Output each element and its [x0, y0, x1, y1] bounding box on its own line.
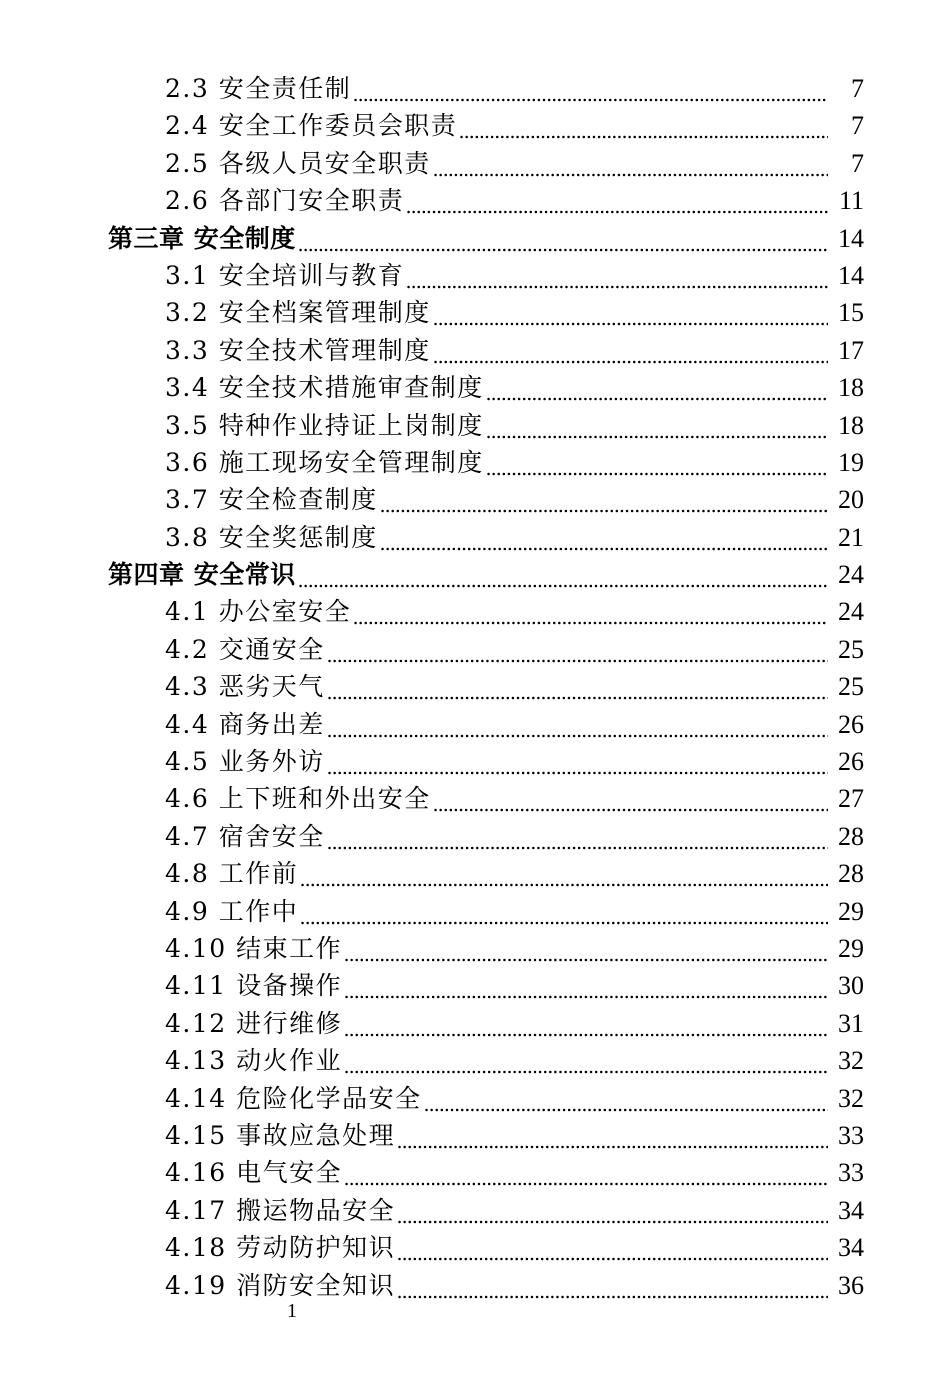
toc-section-entry[interactable] [0, 1080, 950, 1117]
dot-leader [433, 145, 828, 182]
dot-leader [459, 107, 828, 144]
toc-entry-label: 4.10 结束工作 [165, 933, 343, 963]
toc-page-number: 21 [838, 522, 864, 552]
dot-leader [344, 1042, 828, 1079]
toc-entry-label: 4.17 搬运物品安全 [165, 1195, 396, 1225]
toc-entry-label: 3.1 安全培训与教育 [165, 260, 405, 290]
toc-section-entry[interactable] [0, 332, 950, 369]
toc-section-entry[interactable] [0, 107, 950, 144]
dot-leader [424, 1080, 828, 1117]
toc-entry-label: 3.4 安全技术措施审查制度 [165, 373, 484, 403]
dot-leader [397, 1192, 828, 1229]
toc-page-number: 26 [838, 747, 864, 777]
toc-entry-label: 4.13 动火作业 [165, 1046, 343, 1076]
page-number: 1 [287, 1300, 297, 1322]
toc-entry-label: 3.6 施工现场安全管理制度 [165, 447, 484, 477]
toc-entry-label: 第三章 安全制度 [108, 223, 296, 253]
toc-section-entry[interactable] [0, 967, 950, 1004]
toc-section-entry[interactable] [0, 780, 950, 817]
toc-entry-label: 4.3 恶劣天气 [165, 672, 325, 702]
toc-section-entry[interactable] [0, 1117, 950, 1154]
toc-section-entry[interactable] [0, 1005, 950, 1042]
toc-section-entry[interactable] [0, 257, 950, 294]
dot-leader [327, 668, 828, 705]
dot-leader [433, 294, 828, 331]
toc-entry-label: 4.9 工作中 [165, 896, 299, 926]
toc-section-entry[interactable] [0, 818, 950, 855]
toc-page-number: 28 [838, 821, 864, 851]
dot-leader [344, 1005, 828, 1042]
toc-page-number: 14 [838, 223, 864, 253]
toc-entry-label: 4.5 业务外访 [165, 747, 325, 777]
toc-page-number: 25 [838, 634, 864, 664]
toc-section-entry[interactable] [0, 668, 950, 705]
toc-entry-label: 4.18 劳动防护知识 [165, 1233, 396, 1263]
toc-page-number: 15 [838, 298, 864, 328]
dot-leader [298, 220, 828, 257]
toc-entry-label: 4.6 上下班和外出安全 [165, 784, 431, 814]
toc-section-entry[interactable] [0, 1154, 950, 1191]
toc-entry-label: 4.1 办公室安全 [165, 597, 352, 627]
dot-leader [406, 257, 828, 294]
dot-leader [397, 1229, 828, 1266]
toc-entry-label: 4.14 危险化学品安全 [165, 1083, 422, 1113]
toc-section-entry[interactable] [0, 631, 950, 668]
toc-entry-label: 2.6 各部门安全职责 [165, 186, 405, 216]
dot-leader [397, 1267, 828, 1304]
toc-chapter-entry[interactable] [0, 220, 950, 257]
toc-section-entry[interactable] [0, 855, 950, 892]
toc-section-entry[interactable] [0, 444, 950, 481]
dot-leader [433, 332, 828, 369]
toc-chapter-entry[interactable] [0, 556, 950, 593]
toc-section-entry[interactable] [0, 593, 950, 630]
toc-section-entry[interactable] [0, 294, 950, 331]
toc-entry-label: 4.11 设备操作 [165, 971, 343, 1001]
toc-section-entry[interactable] [0, 1042, 950, 1079]
toc-entry-label: 3.3 安全技术管理制度 [165, 335, 431, 365]
toc-page-number: 7 [851, 74, 864, 103]
toc-page-number: 7 [851, 148, 864, 178]
toc-entry-label: 第四章 安全常识 [108, 560, 296, 590]
toc-page-number: 31 [838, 1008, 864, 1038]
toc-section-entry[interactable] [0, 930, 950, 967]
toc-page-number: 20 [838, 485, 864, 515]
toc-page-number: 32 [838, 1046, 864, 1076]
toc-section-entry[interactable] [0, 407, 950, 444]
toc-page-number: 32 [838, 1083, 864, 1113]
toc-page-number: 7 [851, 111, 864, 141]
toc-section-entry[interactable] [0, 1267, 950, 1304]
dot-leader [327, 631, 828, 668]
toc-page-number: 34 [838, 1195, 864, 1225]
toc-page-number: 30 [838, 971, 864, 1001]
toc-section-entry[interactable] [0, 70, 950, 107]
toc-page-number: 33 [838, 1158, 864, 1188]
toc-page-number: 18 [838, 373, 864, 403]
toc-section-entry[interactable] [0, 519, 950, 556]
dot-leader [344, 967, 828, 1004]
toc-page-number: 17 [838, 335, 864, 365]
toc-page-number: 24 [838, 597, 864, 627]
dot-leader [298, 556, 828, 593]
dot-leader [353, 70, 828, 107]
dot-leader [486, 444, 828, 481]
dot-leader [433, 780, 828, 817]
toc-page-number: 34 [838, 1233, 864, 1263]
toc-page-number: 25 [838, 672, 864, 702]
dot-leader [406, 182, 828, 219]
table-of-contents [0, 70, 950, 1304]
toc-page-number: 28 [838, 859, 864, 889]
toc-entry-label: 4.4 商务出差 [165, 709, 325, 739]
toc-section-entry[interactable] [0, 1229, 950, 1266]
toc-page-number: 33 [838, 1120, 864, 1150]
dot-leader [380, 519, 828, 556]
dot-leader [344, 1154, 828, 1191]
toc-page-number: 29 [838, 896, 864, 926]
toc-entry-label: 2.3 安全责任制 [165, 74, 352, 103]
toc-entry-label: 4.7 宿舍安全 [165, 821, 325, 851]
toc-entry-label: 3.5 特种作业持证上岗制度 [165, 410, 484, 440]
toc-section-entry[interactable] [0, 1192, 950, 1229]
toc-page-number: 24 [838, 560, 864, 590]
dot-leader [327, 818, 828, 855]
toc-page-number: 36 [838, 1270, 864, 1300]
toc-section-entry[interactable] [0, 182, 950, 219]
dot-leader [327, 743, 828, 780]
toc-entry-label: 4.15 事故应急处理 [165, 1120, 396, 1150]
toc-page-number: 18 [838, 410, 864, 440]
toc-section-entry[interactable] [0, 743, 950, 780]
toc-entry-label: 4.16 电气安全 [165, 1158, 343, 1188]
toc-page-number: 29 [838, 933, 864, 963]
toc-entry-label: 3.7 安全检查制度 [165, 485, 378, 515]
dot-leader [327, 706, 828, 743]
dot-leader [486, 369, 828, 406]
toc-page-number: 27 [838, 784, 864, 814]
dot-leader [300, 855, 828, 892]
toc-entry-label: 2.5 各级人员安全职责 [165, 148, 431, 178]
dot-leader [380, 481, 828, 518]
toc-entry-label: 3.2 安全档案管理制度 [165, 298, 431, 328]
dot-leader [353, 593, 828, 630]
toc-page-number: 11 [838, 186, 864, 216]
toc-entry-label: 4.12 进行维修 [165, 1008, 343, 1038]
toc-entry-label: 4.19 消防安全知识 [165, 1270, 396, 1300]
toc-page-number: 14 [838, 260, 864, 290]
dot-leader [397, 1117, 828, 1154]
toc-page-number: 19 [838, 447, 864, 477]
toc-section-entry[interactable] [0, 706, 950, 743]
toc-entry-label: 4.2 交通安全 [165, 634, 325, 664]
toc-section-entry[interactable] [0, 145, 950, 182]
dot-leader [344, 930, 828, 967]
dot-leader [300, 893, 828, 930]
toc-entry-label: 4.8 工作前 [165, 859, 299, 889]
toc-section-entry[interactable] [0, 893, 950, 930]
toc-section-entry[interactable] [0, 369, 950, 406]
dot-leader [486, 407, 828, 444]
toc-entry-label: 2.4 安全工作委员会职责 [165, 111, 458, 141]
toc-entry-label: 3.8 安全奖惩制度 [165, 522, 378, 552]
toc-page-number: 26 [838, 709, 864, 739]
toc-section-entry[interactable] [0, 481, 950, 518]
